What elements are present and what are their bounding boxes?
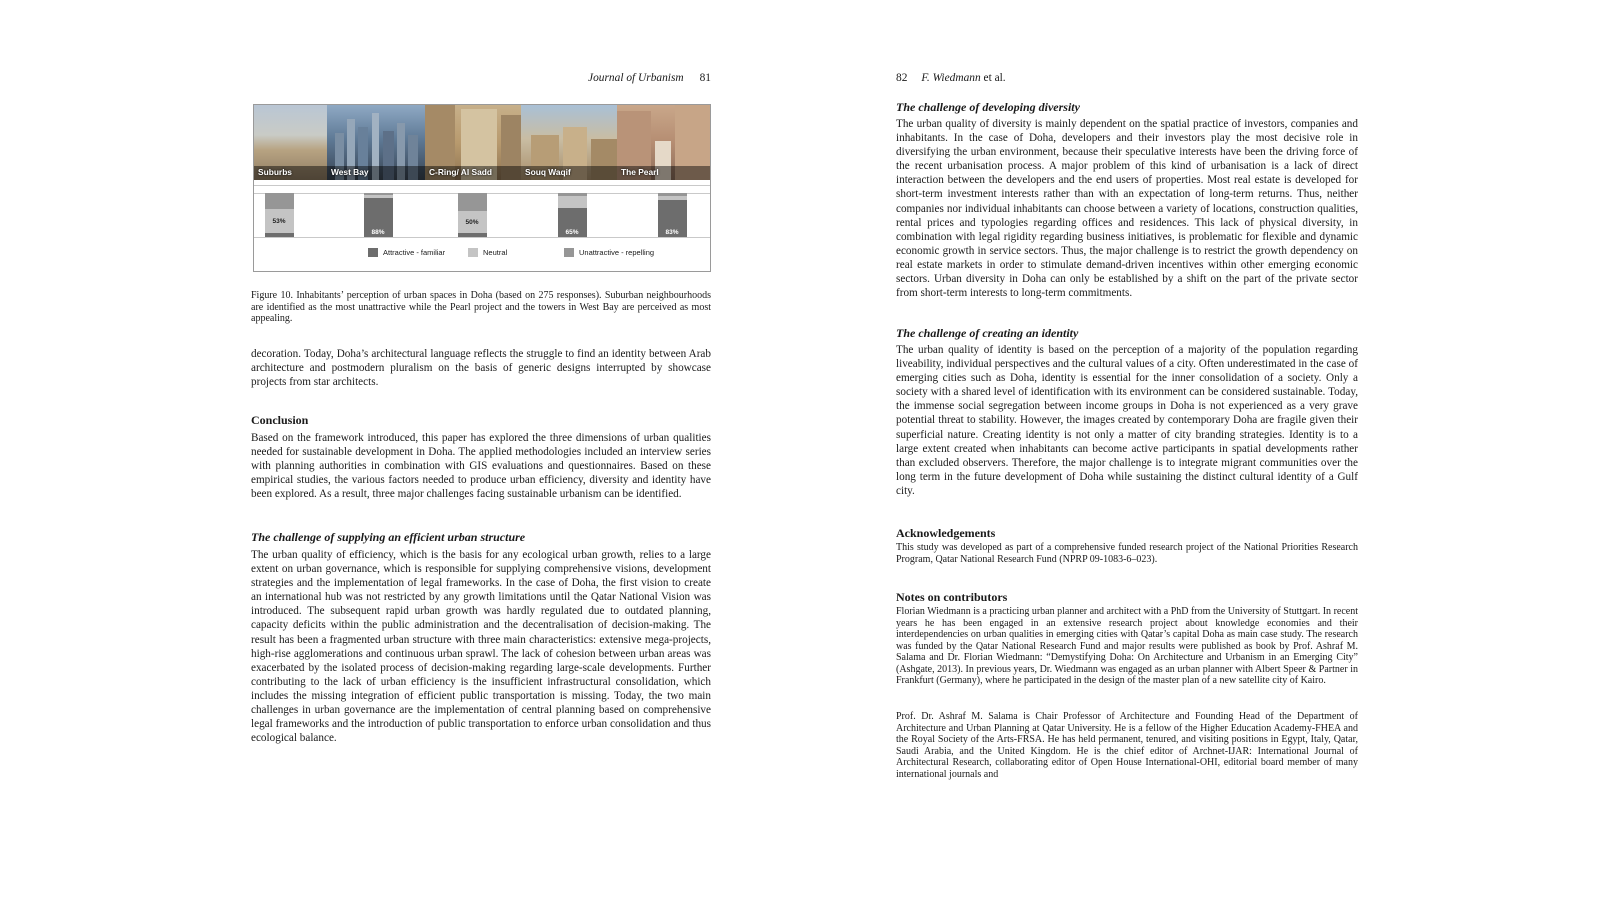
photo-label: West Bay — [331, 167, 369, 177]
page-number: 81 — [699, 72, 711, 84]
photo-c-ring — [425, 105, 521, 180]
bar-segment — [364, 193, 393, 195]
photo-strip — [254, 105, 710, 180]
heading-acknowledgements: Acknowledgements — [896, 526, 996, 540]
heading-conclusion: Conclusion — [251, 413, 309, 427]
bar-data-label: 53% — [272, 217, 286, 225]
bar-segment — [658, 196, 687, 200]
perception-bar-chart — [254, 185, 710, 237]
legend-item-attractive — [368, 248, 445, 257]
gridline — [254, 237, 710, 238]
photo-souq-waqif — [521, 105, 617, 180]
author-name: F. Wiedmann — [921, 72, 981, 84]
bar-data-label: 65% — [565, 229, 579, 236]
paragraph-contributor-wiedmann: Florian Wiedmann is a practicing urban planner and architect with a PhD from the University of Stuttgart. In recent years he has been engaged in an extensive research project about knowledge economies and their interdependencies on urban qualities in emerging cities with Qatar’s capital Doha as main case study. The research was funded by the Qatar National Research Fund and major results were published as book by Prof. Ashraf M. Salama and Dr. Florian Wiedmann: “Demystifying Doha: On Architecture and Urbanism in an Emerging City” (Ashgate, 2013). In previous years, Dr. Wiedmann was engaged as an urban planner with Albert Speer & Partner in Frankfurt (Germany), where he participated in the design of the master plan of a new satellite city of Kairo. — [896, 606, 1358, 686]
bar-the-pearl — [658, 193, 687, 237]
legend-item-neutral — [468, 248, 507, 257]
photo-label: Suburbs — [258, 167, 292, 177]
heading-identity: The challenge of creating an identity — [896, 326, 1079, 340]
legend-label: Attractive - familiar — [383, 248, 446, 257]
journal-title: Journal of Urbanism — [588, 72, 684, 84]
heading-notes-contributors: Notes on contributors — [896, 590, 1008, 604]
paragraph-identity: The urban quality of identity is based on the perception of a majority of the population regarding liveability, individual perspectives and the cultural values of a city. Often underestimated in the case of emerging cities such as Doha, identity is essential for the inner consolidation of a society. Only a society with a shared level of identification with its environment can be considered sustainable. Today, the immense social segregation between income groups in Doha is not experienced as a very grave potential threat to stability. However, the images created by contemporary Doha are fragile given their superficial nature. Creating identity is not only a matter of city branding strategies. Identity is to a large extent created when inhabitants can become active participants in spatial developments rather than excluded observers. Therefore, the major challenge is to integrate migrant communities over the long term in the future development of Doha while sustaining the distinct cultural identity of a Gulf city. — [896, 344, 1358, 497]
photo-label: Souq Waqif — [525, 167, 571, 177]
bar-west-bay — [364, 193, 393, 237]
bar-data-label: 88% — [371, 229, 385, 236]
heading-diversity: The challenge of developing diversity — [896, 100, 1080, 114]
bar-c-ring-al-sadd — [458, 193, 487, 237]
bar-segment — [265, 193, 294, 209]
legend-swatch — [468, 248, 478, 257]
page-number: 82 — [896, 72, 908, 84]
figure-10 — [253, 104, 711, 272]
author-etal: et al. — [980, 72, 1006, 84]
running-head — [896, 72, 1006, 84]
photo-suburbs — [254, 105, 327, 180]
paragraph-conclusion: Based on the framework introduced, this paper has explored the three dimensions of urban qualities needed for sustainable development in Doha. The applied methodologies included an interview series with planning authorities in combination with GIS evaluations and questionnaires. Based on these empirical studies, the various factors needed to produce urban efficiency, diversity and identity have been explored. As a result, three major challenges facing sustainable urbanism can be identified. — [251, 432, 711, 501]
bar-data-label: 50% — [465, 219, 479, 227]
bar-segment — [458, 233, 487, 237]
running-head — [588, 72, 711, 84]
bar-suburbs — [265, 193, 294, 237]
bar-segment — [458, 193, 487, 211]
legend-label: Neutral — [483, 248, 508, 257]
legend-swatch — [368, 248, 378, 257]
bar-souq-waqif — [558, 193, 587, 237]
paragraph-efficiency: The urban quality of efficiency, which is the basis for any ecological urban growth, relies to a large extent on urban governance, which is responsible for supplying comprehensive visions, development strategies and the implementation of legal frameworks. In the case of Doha, the first vision to create an international hub was not restricted by any growth limitations until the Qatar National Vision was introduced. The subsequent rapid urban growth was hardly regulated due to outdated planning, capacity deficits within the public administration and the decentralisation of decision-making. The result has been a fragmented urban structure with three main characteristics: extensive mega-projects, high-rise agglomerations and continuous urban sprawl. The lack of cohesion between urban areas was exacerbated by the isolated process of decision-making regarding large-scale developments. Further contributing to the lack of urban efficiency is the insufficient infrastructural consolidation, which includes the missing integration of efficient public transportation is missing. Today, the two main challenges in urban governance are the implementation of central planning based on comprehensive legal frameworks and the introduction of public transportation to enforce urban consolidation and thus ecological balance. — [251, 549, 711, 745]
photo-label: C-Ring/ Al Sadd — [429, 167, 492, 177]
legend-label: Unattractive - repelling — [579, 248, 655, 257]
bar-segment — [658, 193, 687, 196]
figure-caption: Figure 10. Inhabitants’ perception of urban spaces in Doha (based on 275 responses). Suburban neighbourhoods are identified as the most unattractive while the Pearl project and the towers in West Bay are perceived as most appealing. — [251, 290, 711, 324]
photo-west-bay — [327, 105, 425, 180]
legend-swatch — [564, 248, 574, 257]
gridline — [254, 185, 710, 186]
bar-segment — [265, 233, 294, 237]
paragraph-diversity: The urban quality of diversity is mainly dependent on the spatial practice of investors, companies and inhabitants. In the case of Doha, developers and their investors play the most decisive role in diversifying the urban environment, because their speculative interests have been the driving force of the recent urbanisation process. A major problem of this kind of urbanisation is a lack of direct interaction between the developers and the end users of properties. Most real estate is developed for short-term investment interests rather than with an expectation of long-term returns. Thus, neither companies nor individual inhabitants can choose between a variety of locations, construction qualities, rental prices and typologies regarding offices and residences. This lack of physical diversity, in combination with legal rigidity regarding business initiatives, is problematic for flexible and dynamic economic growth in service sectors. Thus, the major challenge is to restrict the growth dependency on real estate markets in order to stimulate demand-driven incentives within other emerging economic sectors. Urban diversity in Doha can only be established by a shift on the part of the private sector from short-term interests to long-term commitments. — [896, 118, 1358, 300]
bar-segment — [558, 193, 587, 196]
paragraph-acknowledgements: This study was developed as part of a comprehensive funded research project of the National Priorities Research Program, Qatar National Research Fund (NPRP 09-1083-6–023). — [896, 542, 1358, 565]
heading-efficiency: The challenge of supplying an efficient urban structure — [251, 530, 526, 544]
photo-the-pearl — [617, 105, 710, 180]
photo-label: The Pearl — [621, 167, 659, 177]
bar-data-label: 83% — [665, 229, 679, 236]
paragraph-decoration: decoration. Today, Doha’s architectural language reflects the struggle to find an identity between Arab architecture and postmodern pluralism on the basis of generic designs interrupted by showcase projects from star architects. — [251, 348, 711, 389]
legend-item-unattractive — [564, 248, 654, 257]
paragraph-contributor-salama: Prof. Dr. Ashraf M. Salama is Chair Professor of Architecture and Founding Head of the Department of Architecture and Urban Planning at Qatar University. He is a fellow of the Higher Education Academy-FHEA and the Royal Society of the Arts-FRSA. He has held permanent, tenured, and visiting positions in Egypt, Italy, Qatar, Saudi Arabia, and the United Kingdom. He is the chief editor of Archnet-IJAR: International Journal of Architectural Research, collaborating editor of Open House International-OHI, editorial board member of many international journals and — [896, 711, 1358, 780]
chart-legend — [254, 246, 710, 262]
bar-segment — [364, 195, 393, 198]
bar-segment — [558, 196, 587, 208]
